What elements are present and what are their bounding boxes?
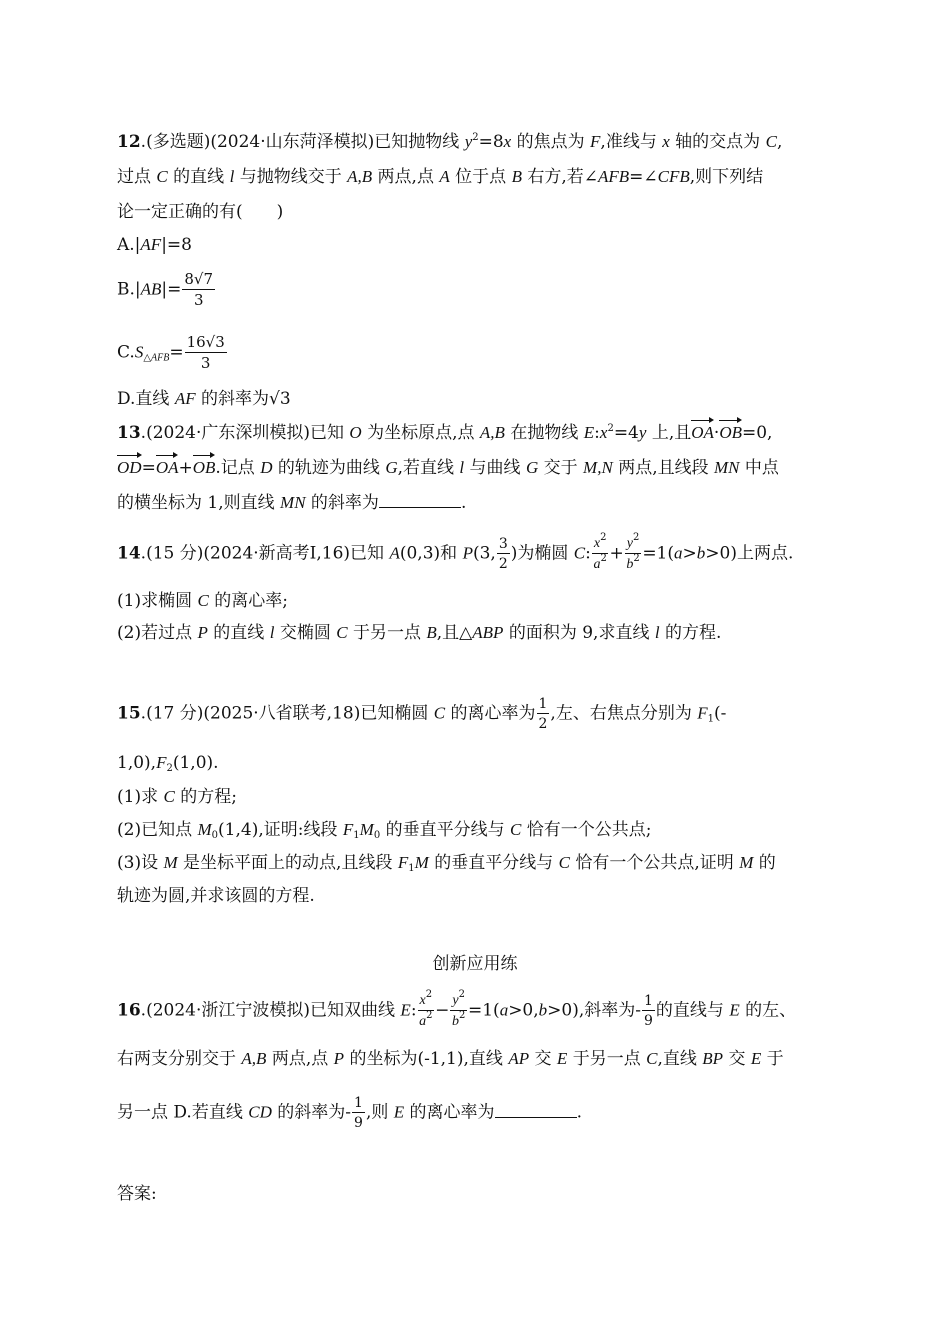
q13-number: 13 bbox=[117, 423, 141, 443]
section-title: 创新应用练 bbox=[432, 954, 518, 974]
hyperbola-x-term: $\frac{x^2}{a^2}$ bbox=[419, 989, 433, 1029]
ellipse-y-term: $\frac{y^2}{b^2}$ bbox=[626, 532, 640, 572]
q14-fraction: $\frac{3}{2}$ bbox=[498, 536, 508, 572]
ellipse-x-term: $\frac{x^2}{a^2}$ bbox=[593, 532, 607, 572]
answer-blank[interactable] bbox=[379, 491, 461, 508]
vector-oa: OA bbox=[691, 421, 714, 445]
answer-blank-16[interactable] bbox=[495, 1101, 577, 1118]
q15-number: 15 bbox=[117, 703, 141, 724]
q14-part2: (2)若过点 P 的直线 l 交椭圆 C 于另一点 B,且△ABP 的面积为 9,求直线 l 的方程. bbox=[117, 623, 722, 643]
q13-line2: OD=OA+OB.记点 D 的轨迹为曲线 G,若直线 l 与曲线 G 交于 M,N 两点,且线段 MN 中点 bbox=[117, 458, 779, 478]
vector-ob-2: OB bbox=[193, 456, 216, 480]
q15-fraction: $\frac{1}{2}$ bbox=[538, 696, 548, 732]
q13-line3: 的横坐标为 1,则直线 MN 的斜率为 . bbox=[117, 493, 467, 513]
q12-number: 12 bbox=[117, 132, 141, 152]
option-b-fraction: $\frac{8√7}{3}$ bbox=[184, 270, 214, 309]
q12-line3: 论一定正确的有( ) bbox=[117, 202, 284, 222]
hyperbola-y-term: $\frac{y^2}{b^2}$ bbox=[452, 989, 466, 1029]
q14-line1: 14.(15 分)(2024·新高考Ⅰ,16)已知 A(0,3)和 P(3, $\frac{3}{2}$ )为椭圆 C: $\frac{x^2}{a^2}$ + $\frac{y^2}{b^2}$ =1(a>b>0)上两点. bbox=[117, 532, 794, 572]
q16-slope-fraction: $\frac{1}{9}$ bbox=[644, 993, 653, 1029]
q15-part1: (1)求 C 的方程; bbox=[117, 787, 237, 807]
q12-option-d: D.直线 AF 的斜率为√3 bbox=[117, 389, 291, 409]
option-c-fraction: $\frac{16√3}{3}$ bbox=[186, 333, 225, 372]
q15-line1: 15.(17 分)(2025·八省联考,18)已知椭圆 C 的离心率为 $\frac{1}{2}$ ,左、右焦点分别为 $F_1(-$ bbox=[117, 696, 727, 732]
q12-line2: 过点 C 的直线 l 与抛物线交于 A,B 两点,点 A 位于点 B 右方,若∠AFB=∠CFB,则下列结 bbox=[117, 167, 764, 187]
answer-label: 答案: bbox=[117, 1184, 157, 1204]
q14-part1: (1)求椭圆 C 的离心率; bbox=[117, 591, 288, 611]
q15-line2: $1,0),F_2(1,0)$. bbox=[117, 753, 219, 774]
q14-number: 14 bbox=[117, 543, 141, 564]
q16-cd-fraction: $\frac{1}{9}$ bbox=[354, 1095, 363, 1131]
q16-number: 16 bbox=[117, 1000, 141, 1021]
q12-option-a: A.|AF|=8 bbox=[117, 235, 192, 255]
q12-line1: 12.(多选题)(2024·山东菏泽模拟)已知抛物线 $y^2=8x$ 的焦点为 F,准线与 x 轴的交点为 C, bbox=[117, 132, 783, 152]
q16-line1: 16.(2024·浙江宁波模拟)已知双曲线 E: $\frac{x^2}{a^2}$ − $\frac{y^2}{b^2}$ =1(a>0,b>0),斜率为- $\frac{1}{9}$ 的直线与 E 的左、 bbox=[117, 989, 797, 1029]
q15-part4: 轨迹为圆,并求该圆的方程. bbox=[117, 886, 315, 906]
vector-od: OD bbox=[117, 456, 142, 480]
q15-part2: (2)已知点 $M_0(1,4)$,证明:线段 $F_1M_0$ 的垂直平分线与 C 恰有一个公共点; bbox=[117, 820, 652, 841]
q15-part3: (3)设 M 是坐标平面上的动点,且线段 $F_1M$ 的垂直平分线与 C 恰有一个公共点,证明 M 的 bbox=[117, 853, 776, 874]
vector-ob: OB bbox=[719, 421, 742, 445]
q16-line3: 另一点 D.若直线 CD 的斜率为- $\frac{1}{9}$ ,则 E 的离心率为 . bbox=[117, 1095, 582, 1131]
q16-line2: 右两支分别交于 A,B 两点,点 P 的坐标为(-1,1),直线 AP 交 E 于另一点 C,直线 BP 交 E 于 bbox=[117, 1049, 784, 1069]
q12-option-c: $C.S_{\triangle AFB}=$ $\frac{16√3}{3}$ bbox=[117, 333, 225, 372]
vector-oa-2: OA bbox=[156, 456, 179, 480]
q12-option-b: B.|AB|= $\frac{8√7}{3}$ bbox=[117, 270, 214, 309]
q13-line1: 13.(2024·广东深圳模拟)已知 O 为坐标原点,点 A,B 在抛物线 $E:x^2=4y$ 上,且OA·OB=0, bbox=[117, 423, 773, 443]
